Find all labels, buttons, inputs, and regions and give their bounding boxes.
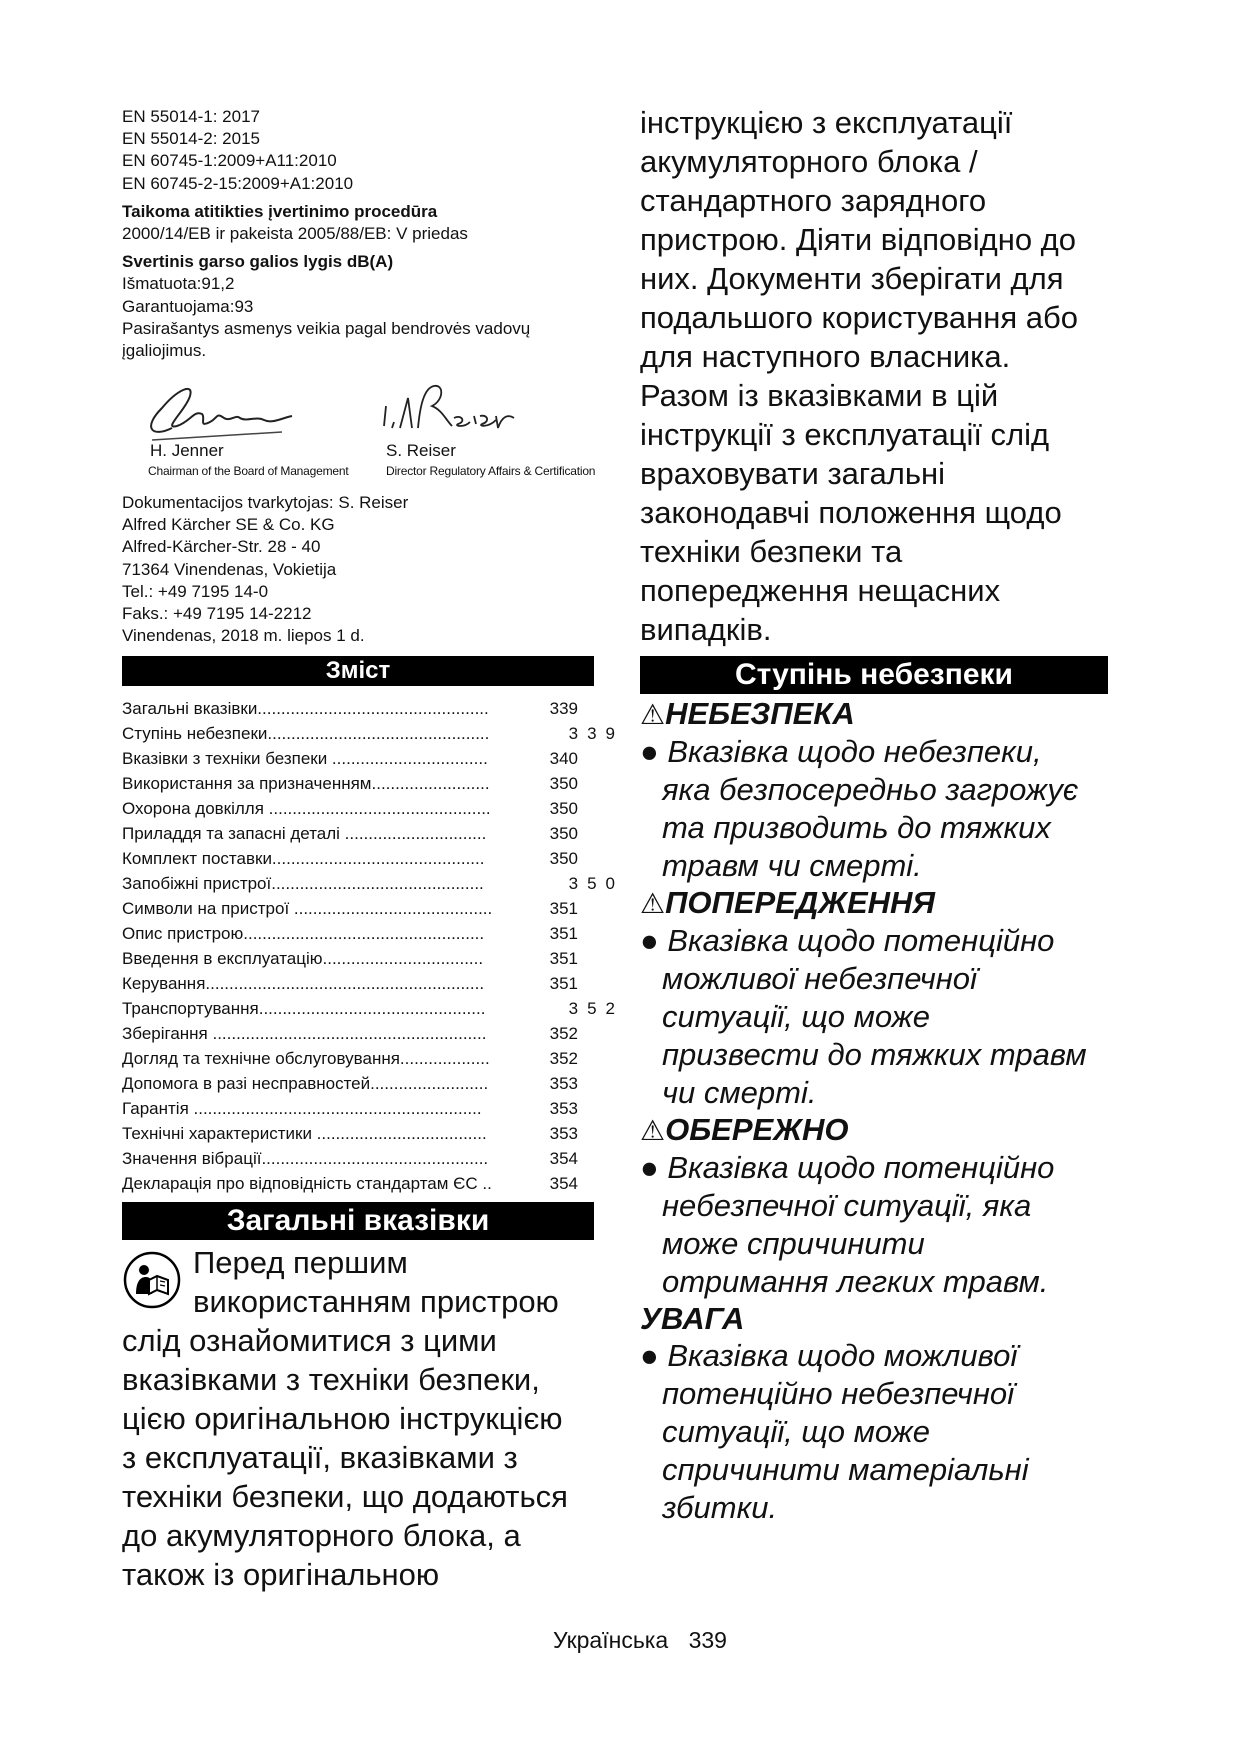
toc-item-label: Охорона довкілля ............................................... [122,799,491,818]
hazard-line: ситуації, що може [662,1414,930,1449]
toc-item[interactable] [122,796,578,821]
toc-item-page: 339 [568,724,624,743]
hazard-title-text: НЕБЕЗПЕКА [665,696,855,731]
toc-item-label: Догляд та технічне обслуговування................... [122,1049,490,1068]
page-footer [553,1627,727,1654]
hazard-level-title [640,885,1140,922]
toc-item-page: 352 [549,1049,578,1068]
hazard-level [640,696,1140,885]
toc-item[interactable] [122,771,578,796]
hazard-line: ● Вказівка щодо потенційно [640,1150,1055,1185]
general-line: них. Документи зберігати для [640,261,1064,296]
general-continuation [640,103,1150,649]
toc-item[interactable] [122,1096,578,1121]
general-line: Разом із вказівками в цій [640,378,999,413]
general-line: з експлуатації, вказівками з [122,1440,518,1475]
toc-item-label: Символи на пристрої .......................................... [122,899,493,918]
standard-item: EN 60745-1:2009+A11:2010 [122,151,337,171]
toc-item[interactable] [122,1146,578,1171]
toc-item[interactable] [122,721,624,746]
doc-line: 71364 Vinendenas, Vokietija [122,559,337,579]
authority-text: Pasirašantys asmenys veikia pagal bendrovės vadovų [122,318,531,338]
general-line: також із оригінальною [122,1557,440,1592]
general-line: до акумуляторного блока, а [122,1518,521,1553]
doc-line: Tel.: +49 7195 14-0 [122,581,269,601]
toc-item[interactable] [122,921,578,946]
general-line: акумуляторного блока / [640,144,978,179]
toc-item-page: 350 [549,799,578,818]
toc-item-page: 350 [549,824,578,843]
toc-item-label: Значення вібрації................................................ [122,1149,489,1168]
hazard-level [640,1112,1140,1301]
toc-heading: Зміст [122,656,594,686]
toc-item-page: 353 [549,1099,578,1118]
toc-item-page: 354 [549,1149,578,1168]
hazard-line: призвести до тяжких травм [662,1037,1087,1072]
toc-item-page: 351 [549,974,578,993]
general-heading: Загальні вказівки [122,1202,594,1240]
toc-item-label: Використання за призначенням......................... [122,774,490,793]
procedure-text: 2000/14/EB ir pakeista 2005/88/EB: V priedas [122,224,468,244]
hazard-line: ситуації, що може [662,999,930,1034]
toc-item[interactable] [122,846,578,871]
hazard-line: потенційно небезпечної [662,1376,1015,1411]
signature-reiser [378,376,518,442]
warning-icon: ⚠ [640,1115,666,1146]
warning-icon: ⚠ [640,888,666,919]
general-line: попередження нещасних [640,573,1001,608]
general-line: цією оригінальною інструкцією [122,1401,563,1436]
sound-guaranteed: Garantuojama:93 [122,296,254,316]
hazard-line: спричинити матеріальні [662,1452,1029,1487]
toc-item-label: Опис пристрою................................................... [122,924,485,943]
toc-item-page: 351 [549,899,578,918]
hazard-description [640,922,1140,1112]
footer-language: Українська [553,1627,669,1653]
general-line: Перед першим [193,1245,408,1280]
toc-item[interactable] [122,896,578,921]
toc-item-label: Загальні вказівки................................................. [122,699,489,718]
toc-item-label: Введення в експлуатацію.................................. [122,949,484,968]
doc-line: Dokumentacijos tvarkytojas: S. Reiser [122,493,409,512]
toc-item-label: Декларація про відповідність стандартам ЄС .. [122,1174,492,1193]
general-line: випадків. [640,612,772,647]
toc-item[interactable] [122,971,578,996]
toc-item-page: 351 [549,924,578,943]
sound-section [122,251,602,362]
toc-item-page: 350 [549,774,578,793]
procedure-heading: Taikoma atitikties įvertinimo procedūra [122,201,438,221]
toc-item-page: 339 [549,699,578,718]
doc-line: Alfred Kärcher SE & Co. KG [122,515,335,535]
toc-item[interactable] [122,996,624,1021]
signature-jenner [132,368,302,446]
toc-item-label: Допомога в разі несправностей......................... [122,1074,489,1093]
toc-item[interactable] [122,871,624,896]
general-line: інструкцією з експлуатації [640,105,1013,140]
signatory-1 [150,441,348,478]
standard-item: EN 60745-2-15:2009+A1:2010 [122,173,354,193]
documentation-block [122,492,602,647]
toc-item-page: 350 [549,849,578,868]
general-line: інструкції з експлуатації слід [640,417,1050,452]
toc-item[interactable] [122,696,578,721]
toc-item-label: Приладдя та запасні деталі .............................. [122,824,487,843]
hazard-line: ● Вказівка щодо можливої [640,1338,1018,1373]
hazard-title-text: ОБЕРЕЖНО [665,1112,849,1147]
general-line: техніки безпеки, що додаються [122,1479,568,1514]
authority-text: įgaliojimus. [122,341,207,361]
general-line: законодавчі положення щодо [640,495,1062,530]
toc-item-label: Комплект поставки............................................. [122,849,485,868]
hazard-description [640,1149,1140,1301]
general-line: подальшого користування або [640,300,1078,335]
hazard-line: ● Вказівка щодо потенційно [640,923,1055,958]
toc-item-page: 353 [549,1074,578,1093]
toc-item-page: 350 [568,874,624,893]
toc-item-label: Ступінь небезпеки............................................... [122,724,490,743]
toc-item-page: 340 [549,749,578,768]
signatory-title: Chairman of the Board of Management [148,464,349,478]
hazard-level [640,885,1140,1112]
sound-measured: Išmatuota:91,2 [122,274,235,294]
hazard-description [640,1337,1140,1527]
hazard-title-text: УВАГА [640,1301,745,1336]
declaration-block [122,106,602,362]
signatory-2 [386,441,595,478]
toc-item[interactable] [122,746,578,771]
hazard-title-text: ПОПЕРЕДЖЕННЯ [665,885,936,920]
toc-item[interactable] [122,1021,578,1046]
hazard-line: можливої небезпечної [662,961,977,996]
hazard-level-title [640,1301,1140,1337]
toc-item-label: Зберігання .......................................................... [122,1024,487,1043]
hazard-line: небезпечної ситуації, яка [662,1188,1032,1223]
doc-line: Vinendenas, 2018 m. liepos 1 d. [122,626,365,646]
hazard-line: збитки. [662,1490,778,1525]
toc-item-label: Технічні характеристики .................................... [122,1124,487,1143]
toc-item-label: Гарантія ............................................................. [122,1099,482,1118]
toc-item-label: Транспортування................................................ [122,999,486,1018]
standard-item: EN 55014-2: 2015 [122,129,260,149]
toc-item[interactable] [122,821,578,846]
warning-icon: ⚠ [640,699,666,730]
toc-item[interactable] [122,946,578,971]
hazard-line: ● Вказівка щодо небезпеки, [640,734,1042,769]
toc-item-page: 352 [568,999,624,1018]
signatory-name: S. Reiser [386,441,456,460]
sound-heading: Svertinis garso galios lygis dB(A) [122,252,394,272]
general-line: вказівками з техніки безпеки, [122,1362,540,1397]
toc-item-page: 353 [549,1124,578,1143]
general-line: слід ознайомитися з цими [122,1323,497,1358]
doc-line: Alfred-Kärcher-Str. 28 - 40 [122,537,321,557]
toc-item-page: 354 [549,1174,578,1193]
hazard-line: та призводить до тяжких [662,810,1051,845]
toc-item-label: Керування........................................................... [122,974,485,993]
hazard-heading: Ступінь небезпеки [640,656,1108,694]
hazard-line: травм чи смерті. [662,848,922,883]
hazard-level [640,1301,1140,1527]
toc-item-page: 352 [549,1024,578,1043]
toc-item[interactable] [122,1071,578,1096]
hazard-line: чи смерті. [662,1075,817,1110]
toc-item[interactable] [122,1046,578,1071]
doc-line: Faks.: +49 7195 14-2212 [122,604,312,624]
toc-item[interactable] [122,1171,578,1196]
general-line: враховувати загальні [640,456,946,491]
toc-item-label: Запобіжні пристрої............................................. [122,874,484,893]
general-line: стандартного зарядного [640,183,987,218]
signatory-title: Director Regulatory Affairs & Certification [386,464,596,478]
general-line: пристрою. Діяти відповідно до [640,222,1077,257]
general-line: техніки безпеки та [640,534,903,569]
procedure-section [122,201,602,245]
hazard-level-title [640,1112,1140,1149]
signatory-name: H. Jenner [150,441,224,460]
hazard-line: отримання легких травм. [662,1264,1049,1299]
hazard-levels [640,696,1140,1527]
hazard-description [640,733,1140,885]
standard-item: EN 55014-1: 2017 [122,107,260,126]
toc-item-label: Вказівки з техніки безпеки ................................. [122,749,488,768]
toc-list [122,696,624,1196]
hazard-level-title [640,696,1140,733]
general-line: для наступного власника. [640,339,1011,374]
page-number: 339 [688,1627,727,1653]
toc-item[interactable] [122,1121,578,1146]
standards-list [122,106,602,195]
hazard-line: яка безпосередньо загрожує [662,772,1079,807]
toc-item-page: 351 [549,949,578,968]
general-line: використанням пристрою [193,1284,559,1319]
hazard-line: може спричинити [662,1226,925,1261]
general-text [122,1243,612,1594]
